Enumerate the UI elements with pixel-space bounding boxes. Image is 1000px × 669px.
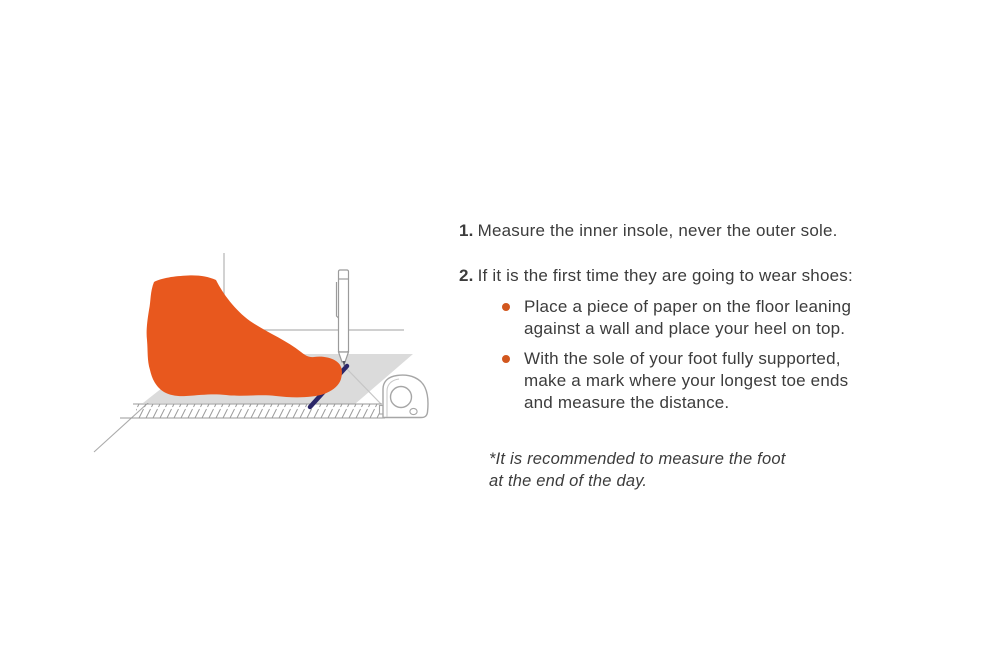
footnote-line-1: *It is recommended to measure the foot: [489, 450, 786, 468]
instruction-2-text: If it is the first time they are going to wear shoes:: [477, 266, 853, 285]
instruction-1-text: Measure the inner insole, never the outer sole.: [477, 221, 838, 240]
instruction-1-number: 1.: [459, 221, 474, 240]
bullet-2-line-1: With the sole of your foot fully supported,: [524, 349, 841, 368]
foot-shape: [147, 275, 342, 397]
bullet-1-line-2: against a wall and place your heel on top.: [524, 319, 846, 338]
hatched-floor-strip: [120, 404, 385, 418]
tape-reel: [391, 387, 412, 408]
bullet-dot: [502, 303, 510, 311]
bullet-dot: [502, 355, 510, 363]
bullet-item-2: [502, 348, 848, 414]
instruction-item-1: [459, 219, 838, 243]
wall-lines: [224, 253, 404, 330]
footnote-line-2: at the end of the day.: [489, 472, 648, 490]
bullet-2-line-3: and measure the distance.: [524, 393, 730, 412]
instruction-2-number: 2.: [459, 266, 474, 285]
bullet-item-1: [502, 296, 851, 340]
bullet-1-line-1: Place a piece of paper on the floor leaning: [524, 297, 852, 316]
bullet-2-line-2: make a mark where your longest toe ends: [524, 371, 849, 390]
instruction-item-2: [459, 264, 853, 288]
foot-measurement-illustration: [60, 240, 460, 480]
tape-button: [410, 408, 417, 414]
footnote: [489, 448, 786, 492]
tape-measure: [380, 375, 428, 417]
marker-pen: [337, 270, 349, 367]
